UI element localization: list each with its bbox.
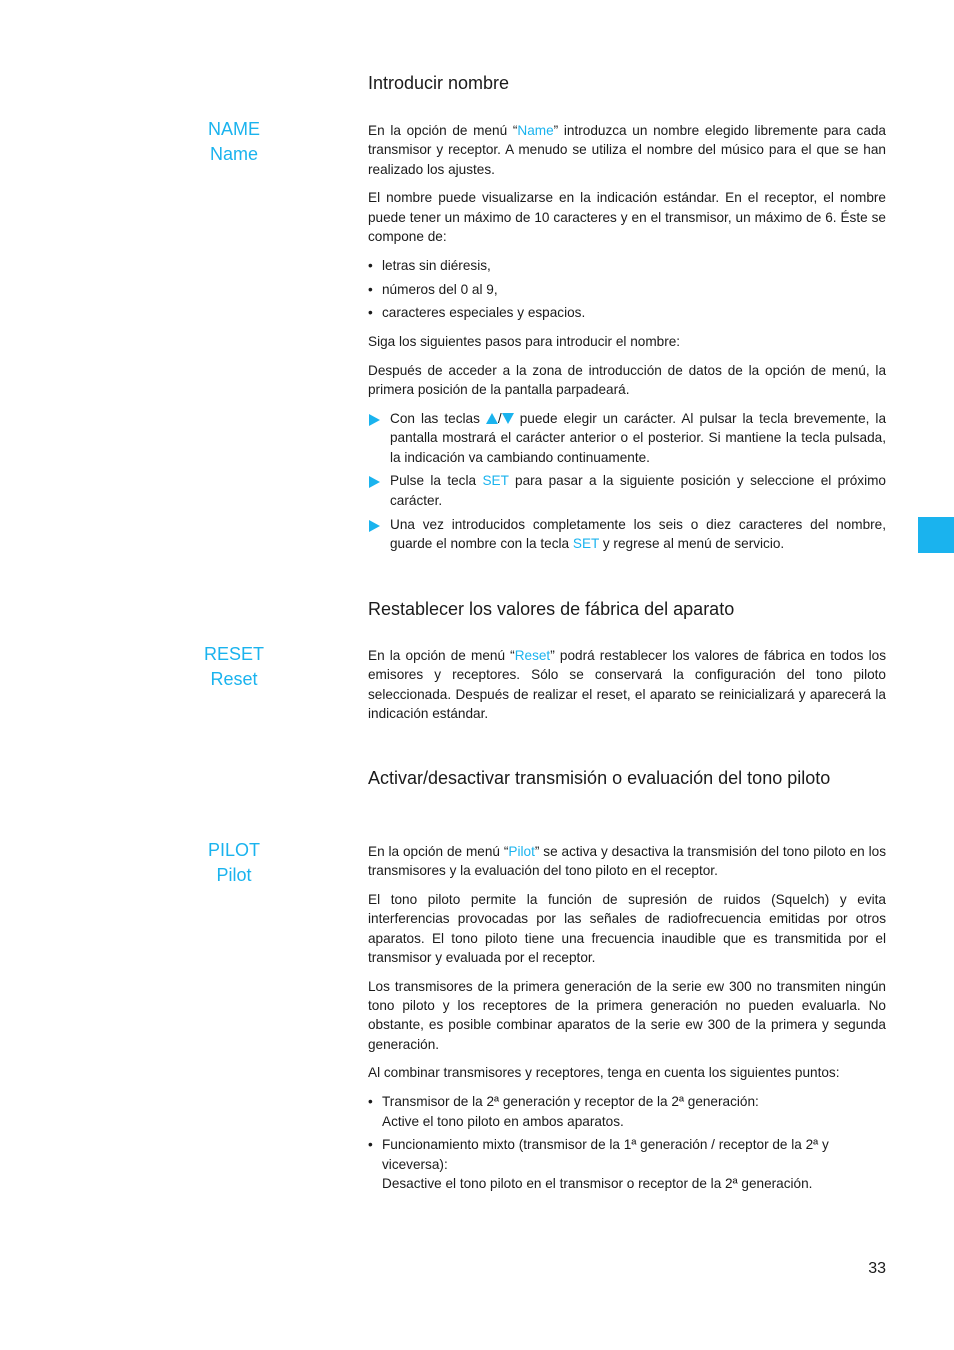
paragraph: El tono piloto permite la función de supresión de ruidos (Squelch) y evita interferencias provocadas por las señales de radiofrecuencia emitidas por otros aparatos. El tono piloto tiene una frecuencia inaudible que es transmitida por el transmisor y evaluada por el receptor. (368, 892, 886, 965)
side-label-name (180, 117, 288, 167)
chapter-tab-marker (918, 517, 954, 553)
menu-option-highlight: Pilot (508, 844, 535, 859)
paragraph: Los transmisores de la primera generación de la serie ew 300 no transmiten ningún tono piloto y los receptores de la primera generación no pueden evaluarla. No obstante, es posible combinar aparatos de la serie ew 300 de la primera y segunda generación. (368, 978, 886, 1052)
paragraph: En la opción de menú “Name” introduzca un nombre elegido libremente para cada transmisor y receptor. A menudo se utiliza el nombre del músico para el que se han realizado los ajustes. (368, 123, 886, 177)
pilot-section (368, 765, 868, 792)
section-heading-name: Introducir nombre (368, 73, 510, 93)
side-label-upper: RESET (203, 644, 264, 664)
step-item: Una vez introducidos completamente los seis o diez caracteres del nombre, guarde el nombre con la tecla SET y regrese al menú de servicio. (368, 515, 886, 554)
side-label-upper: NAME (207, 119, 260, 139)
down-key-icon (502, 413, 514, 424)
side-label-lower: Reset (210, 669, 258, 689)
bullet-list (368, 1092, 886, 1193)
name-section (368, 70, 886, 97)
paragraph: Al combinar transmisores y receptores, tenga en cuenta los siguientes puntos: (368, 1065, 840, 1081)
paragraph: Después de acceder a la zona de introducción de datos de la opción de menú, la primera posición de la pantalla parpadeará. (368, 362, 886, 398)
list-item: • números del 0 al 9, (368, 280, 886, 299)
step-list (368, 409, 886, 553)
side-label-upper: PILOT (207, 840, 260, 860)
reset-section (368, 596, 886, 623)
up-key-icon (486, 413, 498, 424)
bullet-list (368, 256, 886, 323)
list-item: • letras sin diéresis, (368, 256, 886, 275)
set-key-label: SET (572, 535, 600, 551)
step-arrow-icon (369, 520, 380, 532)
name-body (368, 121, 886, 558)
paragraph: En la opción de menú “Pilot” se activa y desactiva la transmisión del tono piloto en los transmisores y la evaluación del tono piloto en el receptor. (368, 844, 886, 879)
list-item: • Funcionamiento mixto (transmisor de la 1ª generación / receptor de la 2ª y viceversa): Desactive el tono piloto en el transmisor o receptor de la 2ª generación. (368, 1135, 886, 1193)
list-item: • Transmisor de la 2ª generación y receptor de la 2ª generación: Active el tono piloto en ambos aparatos. (368, 1092, 886, 1131)
page-number: 33 (868, 1260, 886, 1277)
pilot-body (368, 842, 886, 1203)
step-arrow-icon (369, 414, 380, 426)
section-heading-pilot: Activar/desactivar transmisión o evaluación del tono piloto (368, 768, 831, 788)
reset-body (368, 646, 886, 733)
side-label-lower: Name (209, 144, 258, 164)
section-heading-reset: Restablecer los valores de fábrica del aparato (368, 599, 735, 619)
paragraph: Siga los siguientes pasos para introducir el nombre: (368, 334, 681, 350)
menu-option-highlight: Reset (514, 648, 551, 663)
step-item: Pulse la tecla SET para pasar a la siguiente posición y seleccione el próximo carácter. (368, 471, 886, 510)
set-key-label: SET (482, 473, 509, 489)
side-label-pilot (180, 838, 288, 888)
side-label-lower: Pilot (216, 865, 252, 885)
list-item: • caracteres especiales y espacios. (368, 303, 886, 322)
step-arrow-icon (369, 476, 380, 488)
paragraph: El nombre puede visualizarse en la indicación estándar. En el receptor, el nombre puede tener un máximo de 10 caracteres y en el transmisor, un máximo de 6. Éste se compone de: (368, 190, 886, 244)
menu-option-highlight: Name (517, 123, 554, 138)
paragraph: En la opción de menú “Reset” podrá restablecer los valores de fábrica en todos los emisores y receptores. Sólo se conservará la configuración del tono piloto seleccionada. Después de realizar el reset, el aparato se reinicializará y aparecerá la indicación estándar. (368, 648, 886, 721)
side-label-reset (180, 642, 288, 692)
step-item: Con las teclas / puede elegir un carácter. Al pulsar la tecla brevemente, la pantalla mostrará el carácter anterior o el posterior. Si mantiene la tecla pulsada, la indicación va cambiando continuamente. (368, 409, 886, 467)
